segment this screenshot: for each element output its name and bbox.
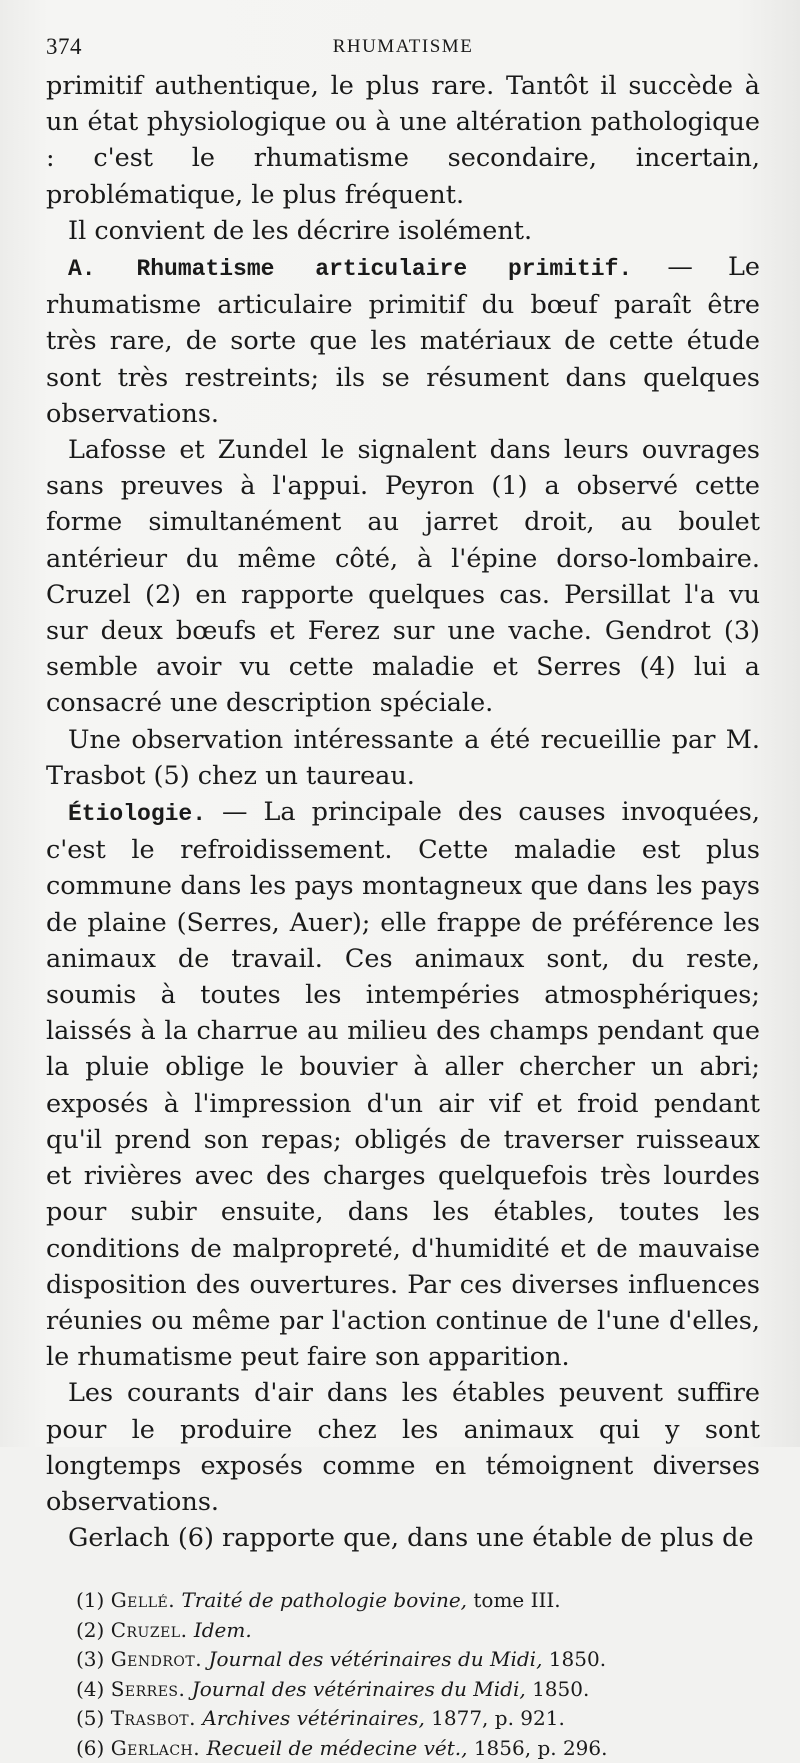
footnote-author: Serres. (110, 1676, 186, 1701)
footnote-number: (5) (76, 1706, 105, 1731)
footnote-title: Traité de pathologie bovine, (181, 1588, 468, 1613)
footnote-number: (3) (76, 1647, 105, 1672)
footnote-title: Recueil de médecine vét., (206, 1735, 468, 1760)
footnote (76, 1586, 760, 1616)
footnote-number: (1) (76, 1588, 105, 1613)
paragraph-text: — La principale des causes invoquées, c'est le refroidissement. Cette maladie est plus commune dans les pays montagneux que dans les pays de plaine (Serres, Auer); elle frappe de préférence les animaux de travail. Ces animaux sont, du reste, soumis à toutes les intempéries atmosphériques; laissés à la charrue au milieu des champs pendant que la pluie oblige le bouvier à aller chercher un abri; exposés à l'impression d'un air vif et froid pendant qu'il prend son repas; obligés de traverser ruisseaux et rivières avec des charges quelquefois très lourdes pour subir ensuite, dans les étables, toutes les conditions de malpropreté, d'humidité et de mauvaise disposition des ouvertures. Par ces diverses influences réunies ou même par l'action continue de l'une d'elles, le rhumatisme peut faire son apparition. (46, 797, 760, 1373)
page-header (46, 28, 760, 68)
footnote-author: Gerlach. (110, 1735, 201, 1760)
footnote-rest: 1856, p. 296. (467, 1735, 608, 1760)
footnote (76, 1675, 760, 1705)
footnote-number: (6) (76, 1735, 105, 1760)
footnote-author: Trasbot. (110, 1706, 197, 1731)
footnote (76, 1616, 760, 1646)
paragraph: primitif authentique, le plus rare. Tantôt il succède à un état physiologique ou à une altération pathologique : c'est le rhumatisme secondaire, incertain, problématique, le plus fréquent. (46, 71, 760, 210)
paragraph: Gerlach (6) rapporte que, dans une étable de plus de (68, 1523, 754, 1554)
footnote-title: Archives vétérinaires, (202, 1706, 425, 1731)
footnote (76, 1704, 760, 1734)
footnote-author: Gellé. (110, 1588, 176, 1613)
footnote-title: Journal des vétérinaires du Midi, (191, 1676, 526, 1701)
section-heading: Étiologie. (68, 801, 207, 828)
footnote (76, 1734, 760, 1763)
footnote-rest: tome III. (467, 1588, 561, 1613)
footnote-title: Idem. (193, 1617, 252, 1642)
footnote-rest: 1850. (542, 1647, 607, 1672)
footnote-number: (2) (76, 1617, 105, 1642)
paragraph-text: — Le rhumatisme articulaire primitif du bœuf paraît être très rare, de sorte que les matériaux de cette étude sont très restreints; ils se résument dans quelques observations. (46, 252, 760, 429)
footnote-title: Journal des vétérinaires du Midi, (208, 1647, 543, 1672)
footnote-author: Cruzel. (110, 1617, 188, 1642)
footnotes (46, 1586, 760, 1763)
paragraph: Une observation intéressante a été recueillie par M. Trasbot (5) chez un taureau. (46, 724, 760, 791)
footnote (76, 1645, 760, 1675)
paragraph (46, 794, 760, 1375)
body-text (46, 68, 760, 1556)
paragraph: Les courants d'air dans les étables peuvent suffire pour le produire chez les animaux qui y sont longtemps exposés comme en témoignent diverses observations. (46, 1378, 760, 1517)
footnote-author: Gendrot. (110, 1647, 203, 1672)
footnote-rest: 1877, p. 921. (424, 1706, 565, 1731)
footnote-number: (4) (76, 1676, 105, 1701)
paragraph: Lafosse et Zundel le signalent dans leurs ouvrages sans preuves à l'appui. Peyron (1) a observé cette forme simultanément au jarret droit, au boulet antérieur du même côté, à l'épine dorso-lombaire. Cruzel (2) en rapporte quelques cas. Persillat l'a vu sur deux bœufs et Ferez sur une vache. Gendrot (3) semble avoir vu cette maladie et Serres (4) lui a consacré une description spéciale. (46, 435, 760, 719)
page-number: 374 (46, 34, 82, 59)
running-title: RHUMATISME (332, 36, 474, 57)
paragraph (46, 249, 760, 432)
section-heading: A. Rhumatisme articulaire primitif. (68, 256, 633, 283)
footnote-rest: 1850. (525, 1676, 590, 1701)
paragraph: Il convient de les décrire isolément. (68, 215, 533, 246)
